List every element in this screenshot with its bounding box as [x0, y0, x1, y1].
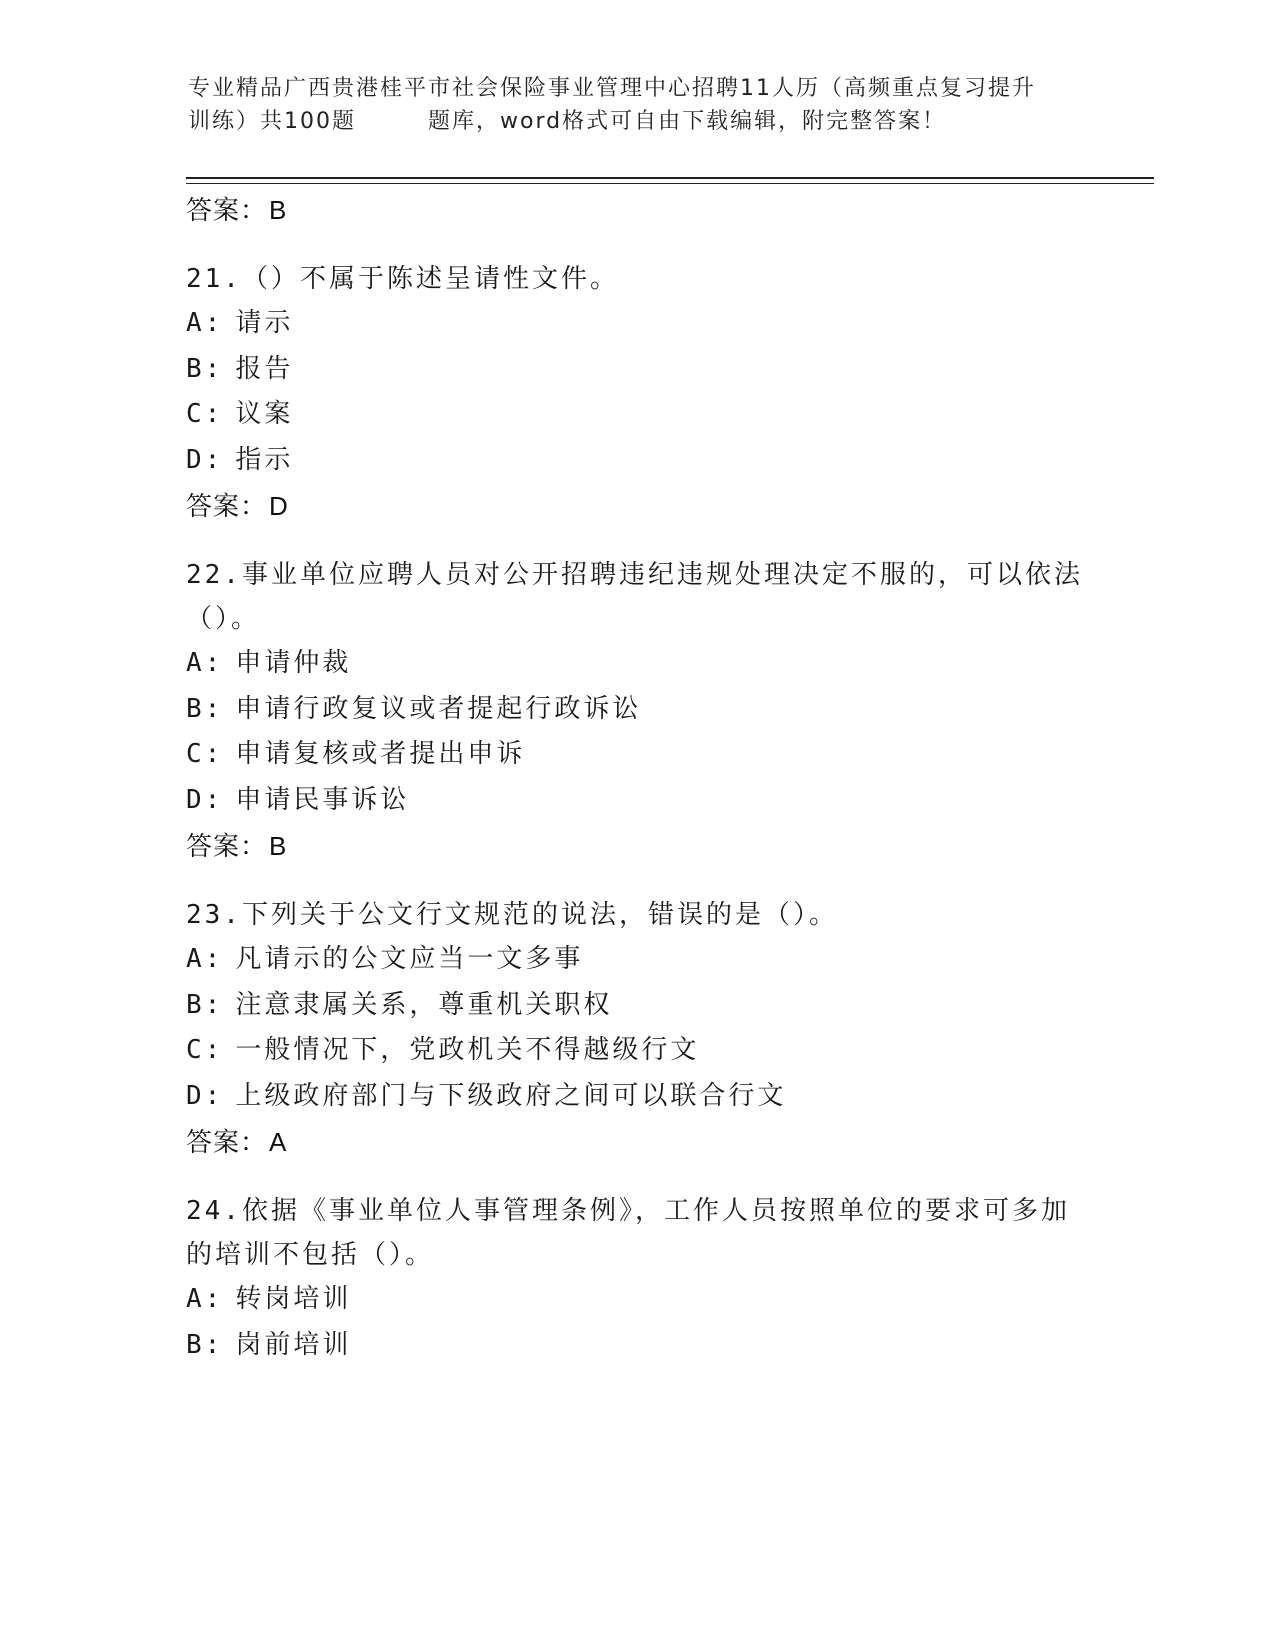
question-list	[186, 187, 1086, 1368]
answer-line	[186, 483, 1086, 529]
option-a: A: 申请仲裁	[186, 648, 352, 678]
question-text: 23.下列关于公文行文规范的说法，错误的是（）。	[186, 900, 838, 930]
header-divider-thin	[186, 183, 1154, 184]
answer-line	[186, 187, 1086, 233]
option-text: 申请行政复议或者提起行政诉讼	[235, 693, 642, 724]
option-text: 申请仲裁	[235, 648, 352, 678]
option-text: 一般情况下，党政机关不得越级行文	[235, 1035, 700, 1065]
option-key: A	[186, 1284, 205, 1314]
question-text: 22.事业单位应聘人员对公开招聘违纪违规处理决定不服的，可以依法（）。	[186, 560, 1083, 634]
option-text: 注意隶属关系，尊重机关职权	[235, 989, 613, 1020]
option-key: C	[186, 1035, 205, 1065]
answer-line	[186, 823, 1086, 869]
option-key: B	[186, 989, 205, 1020]
option-key: C	[186, 739, 205, 769]
header-title-line-1: 专业精品广西贵港桂平市社会保险事业管理中心招聘11人历（高频重点复习提升	[188, 76, 1036, 101]
option-key: D	[186, 1080, 205, 1111]
option-a: A: 凡请示的公文应当一文多事	[186, 944, 584, 974]
option-key: B	[186, 1329, 205, 1360]
option-key: A	[186, 944, 205, 974]
option-key: C	[186, 399, 205, 429]
option-text: 请示	[235, 308, 294, 338]
option-key: B	[186, 693, 205, 724]
header-title-part-2: 题库，word格式可自由下载编辑，附完整答案！	[428, 109, 947, 134]
answer-line	[186, 1119, 1086, 1165]
answer-label: 答案：	[186, 1127, 268, 1157]
questions-container	[186, 257, 1086, 1368]
option-text: 上级政府部门与下级政府之间可以联合行文	[235, 1080, 787, 1111]
question-text: 21.（）不属于陈述呈请性文件。	[186, 264, 619, 294]
page-header	[188, 72, 1088, 138]
answer-label: 答案：	[186, 491, 268, 521]
question-text: 24.依据《事业单位人事管理条例》，工作人员按照单位的要求可多加的培训不包括（）。	[186, 1196, 1070, 1270]
option-b: B: 申请行政复议或者提起行政诉讼	[186, 693, 642, 724]
answer-value: B	[269, 195, 288, 225]
option-text: 报告	[235, 353, 294, 384]
option-text: 岗前培训	[235, 1329, 352, 1360]
question-item	[186, 1189, 1086, 1368]
option-b: B: 岗前培训	[186, 1329, 352, 1360]
question-item	[186, 257, 1086, 529]
option-c: C: 一般情况下，党政机关不得越级行文	[186, 1035, 700, 1065]
option-key: B	[186, 353, 205, 384]
option-text: 申请复核或者提出申诉	[235, 739, 526, 769]
option-text: 指示	[235, 444, 294, 475]
header-title-line-2	[188, 105, 1088, 138]
option-b: B: 注意隶属关系，尊重机关职权	[186, 989, 613, 1020]
option-key: D	[186, 784, 205, 815]
answer-value: D	[269, 491, 289, 521]
option-text: 议案	[235, 399, 294, 429]
option-d: D: 申请民事诉讼	[186, 784, 410, 815]
answer-value: B	[269, 831, 288, 861]
option-a: A: 转岗培训	[186, 1284, 352, 1314]
option-text: 凡请示的公文应当一文多事	[235, 944, 584, 974]
option-key: A	[186, 648, 205, 678]
question-item	[186, 893, 1086, 1165]
option-key: D	[186, 444, 205, 475]
option-d: D: 指示	[186, 444, 294, 475]
answer-value: A	[269, 1127, 288, 1157]
answer-label: 答案：	[186, 831, 268, 861]
option-c: C: 申请复核或者提出申诉	[186, 739, 526, 769]
header-divider	[186, 177, 1154, 179]
question-item	[186, 553, 1086, 869]
header-title-part-1: 训练）共100题	[188, 109, 356, 134]
option-d: D: 上级政府部门与下级政府之间可以联合行文	[186, 1080, 787, 1111]
option-key: A	[186, 308, 205, 338]
option-text: 申请民事诉讼	[235, 784, 410, 815]
option-c: C: 议案	[186, 399, 294, 429]
option-b: B: 报告	[186, 353, 294, 384]
option-text: 转岗培训	[235, 1284, 352, 1314]
option-a: A: 请示	[186, 308, 294, 338]
answer-label: 答案：	[186, 195, 268, 225]
